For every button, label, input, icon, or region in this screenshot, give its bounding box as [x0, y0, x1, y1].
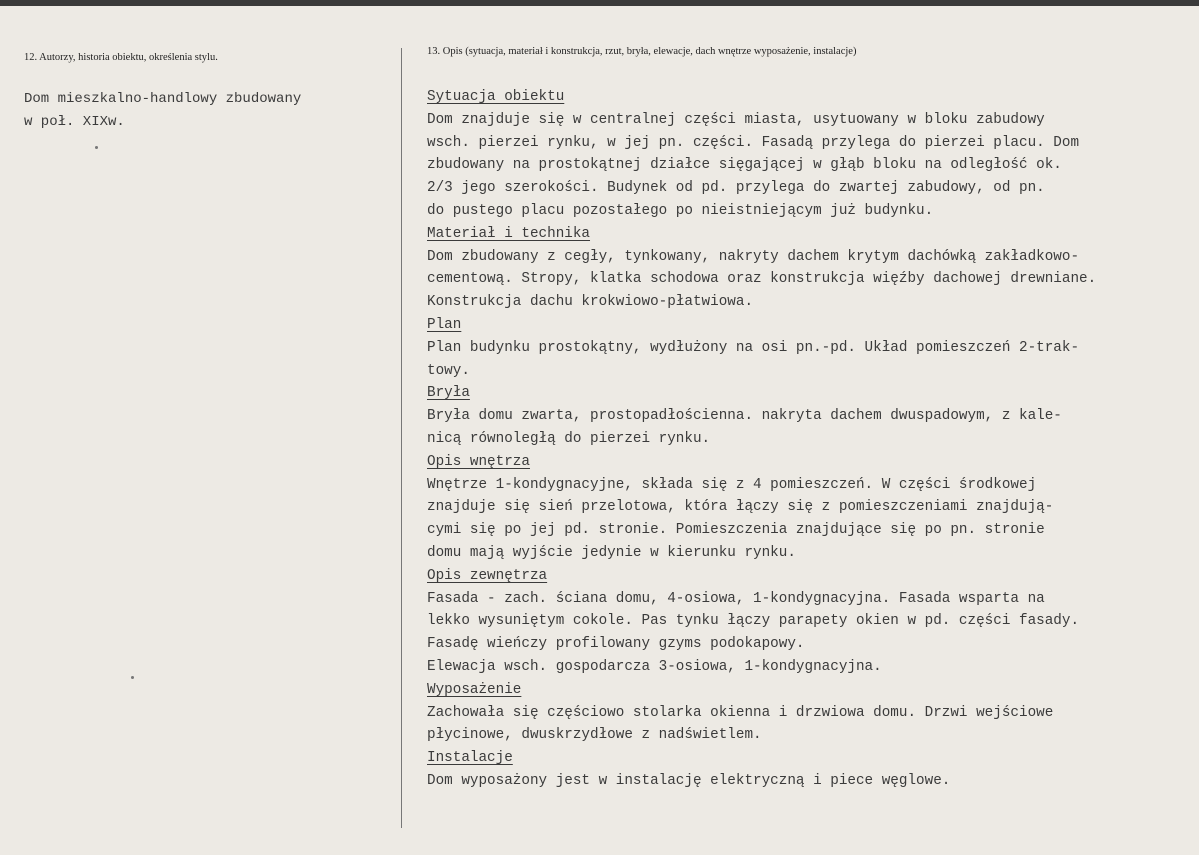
section-heading-mass: Bryła: [427, 385, 470, 402]
section-heading-installations: Instalacje: [427, 750, 513, 767]
paper-speck: [95, 146, 98, 149]
paper-speck: [131, 676, 134, 679]
section-heading-equipment: Wyposażenie: [427, 681, 522, 698]
text-line: Dom wyposażony jest w instalację elektryczną i piece węglowe.: [427, 772, 951, 789]
field-label-authors-history: 12. Autorzy, historia obiektu, określenia stylu.: [24, 52, 218, 63]
text-line: Dom znajduje się w centralnej części miasta, usytuowany w bloku zabudowy: [427, 111, 1045, 128]
authors-history-text: [24, 88, 384, 134]
text-line: Konstrukcja dachu krokwiowo-płatwiowa.: [427, 294, 754, 311]
section-heading-exterior: Opis zewnętrza: [427, 567, 548, 584]
text-line: Elewacja wsch. gospodarcza 3-osiowa, 1-kondygnacyjna.: [427, 658, 882, 675]
text-line: Bryła domu zwarta, prostopadłościenna. nakryta dachem dwuspadowym, z kale-: [427, 408, 1062, 425]
field-label-description: 13. Opis (sytuacja, materiał i konstrukcja, rzut, bryła, elewacje, dach wnętrze wyposażenie, instalacje): [427, 46, 857, 57]
text-line: zbudowany na prostokątnej działce sięgającej w głąb bloku na odległość ok.: [427, 157, 1062, 174]
text-line: 2/3 jego szerokości. Budynek od pd. przylega do zwartej zabudowy, od pn.: [427, 180, 1045, 197]
text-line: cementową. Stropy, klatka schodowa oraz konstrukcja więźby dachowej drewniane.: [427, 271, 1097, 288]
history-line: Dom mieszkalno-handlowy zbudowany: [24, 91, 302, 107]
text-line: cymi się po jej pd. stronie. Pomieszczenia znajdujące się po pn. stronie: [427, 522, 1045, 539]
text-line: do pustego placu pozostałego po nieistniejącym już budynku.: [427, 202, 934, 219]
scan-top-edge: [0, 0, 1199, 6]
text-line: Wnętrze 1-kondygnacyjne, składa się z 4 pomieszczeń. W części środkowej: [427, 476, 1037, 493]
column-divider: [401, 48, 402, 828]
text-line: wsch. pierzei rynku, w jej pn. części. Fasadą przylega do pierzei placu. Dom: [427, 134, 1080, 151]
section-heading-situation: Sytuacja obiektu: [427, 89, 565, 105]
text-line: lekko wysuniętym cokole. Pas tynku łączy parapety okien w pd. części fasady.: [427, 613, 1080, 630]
text-line: Fasadę wieńczy profilowany gzyms podokapowy.: [427, 636, 805, 653]
text-line: towy.: [427, 362, 470, 379]
text-line: Zachowała się częściowo stolarka okienna i drzwiowa domu. Drzwi wejściowe: [427, 704, 1054, 721]
text-line: Fasada - zach. ściana domu, 4-osiowa, 1-kondygnacyjna. Fasada wsparta na: [427, 590, 1045, 607]
text-line: Plan budynku prostokątny, wydłużony na osi pn.-pd. Układ pomieszczeń 2-trak-: [427, 339, 1080, 356]
section-heading-plan: Plan: [427, 316, 462, 333]
history-line: w poł. XIXw.: [24, 114, 125, 130]
section-heading-material: Materiał i technika: [427, 225, 591, 242]
text-line: płycinowe, dwuskrzydłowe z nadświetlem.: [427, 727, 762, 744]
text-line: znajduje się sień przelotowa, która łączy się z pomieszczeniami znajdują-: [427, 499, 1054, 516]
text-line: nicą równoległą do pierzei rynku.: [427, 430, 711, 447]
description-text: [427, 86, 1197, 793]
section-heading-interior: Opis wnętrza: [427, 453, 530, 470]
text-line: domu mają wyjście jedynie w kierunku rynku.: [427, 544, 796, 561]
text-line: Dom zbudowany z cegły, tynkowany, nakryty dachem krytym dachówką zakładkowo-: [427, 248, 1080, 265]
